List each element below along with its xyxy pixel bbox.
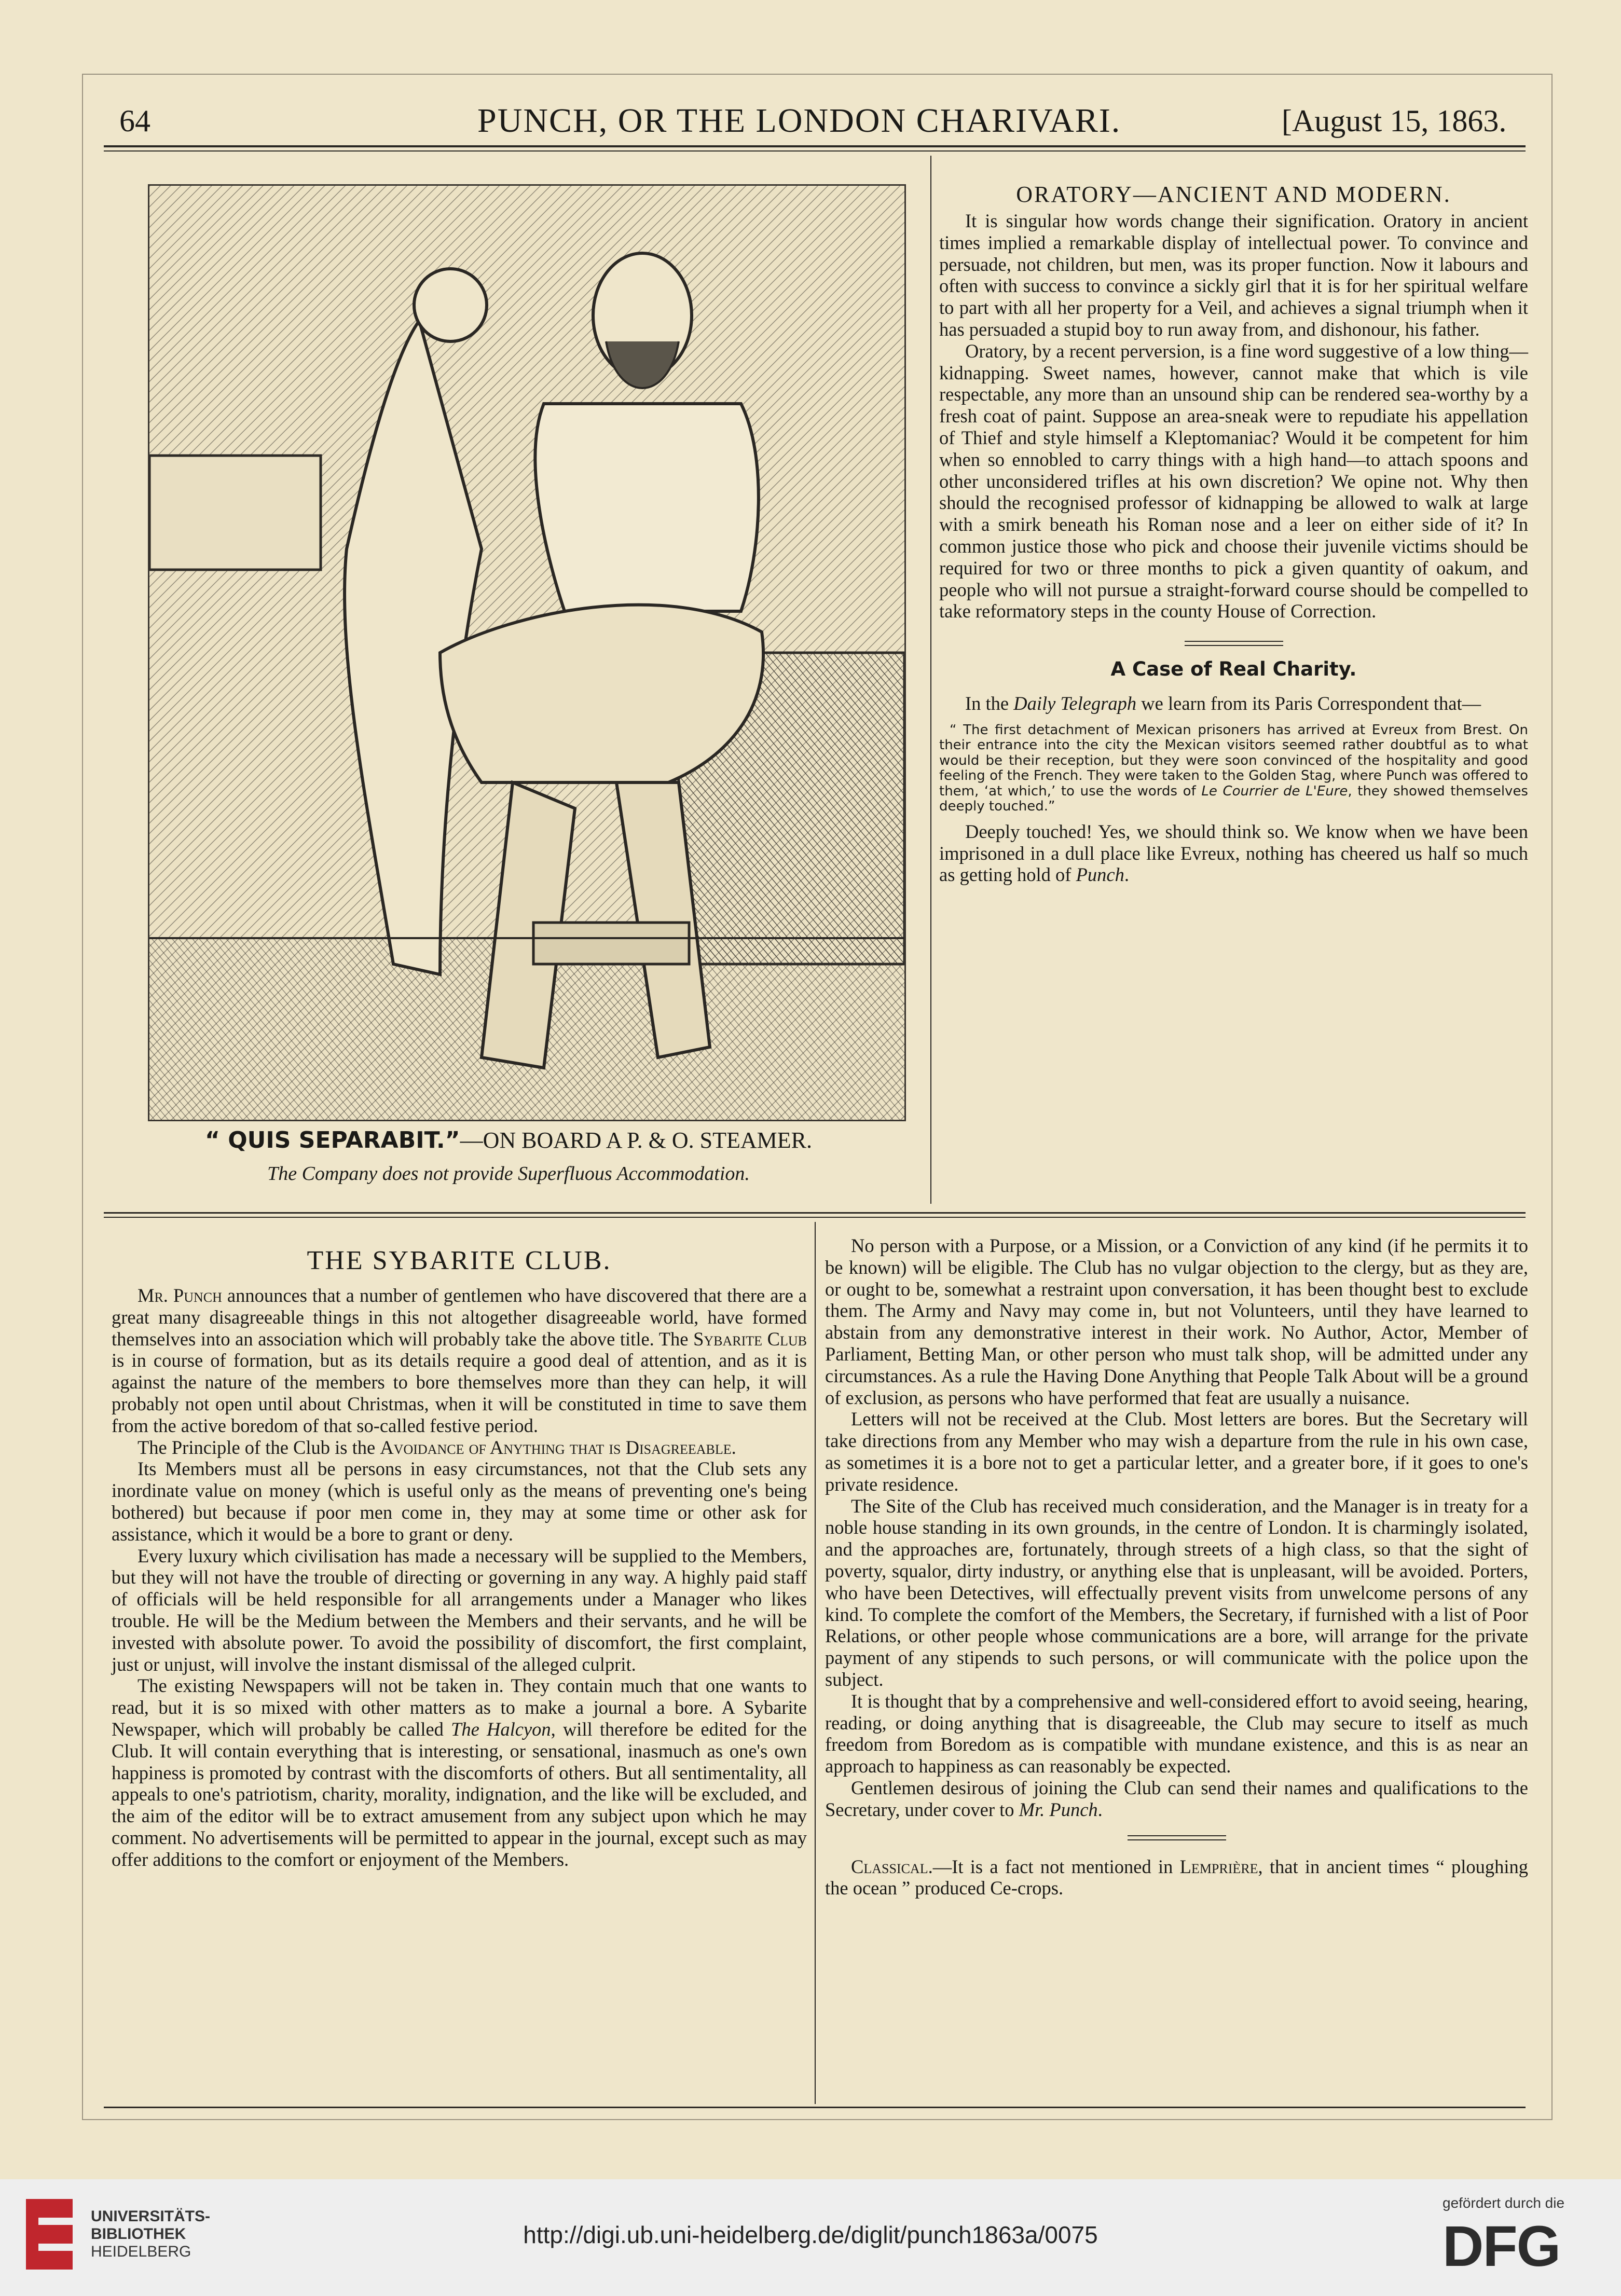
oratory-paragraph-2: Oratory, by a recent perversion, is a fine word suggestive of a low thing—kidnapping. Sweet names, however, cannot make that which is vile respectable, any more than an unsound ship can be rendered sea-worthy by a fresh coat of paint. Suppose an area-sneak were to repudiate his appellation of Thief and style himself a Kleptomaniac? Would it be competent for him when so ennobled to carry things with a high hand—to attach spoons and other unconsidered trifles at his own discretion? We opine not. Why then should the recognised professor of kidnapping be allowed to walk at large with a smirk beneath his Roman nose and a leer on either side of it? In common justice those who pick and choose their juvenile victims should be required for two or three months to pick a given quantity of oakum, and people who will not pursue a straight-forward course should be compelled to take reformatory steps in the county House of Correction. [939,340,1528,622]
charity-quote-a: “ The first detachment of Mexican prisoners has arrived at Evreux from Brest. On their entrance into the city the Mexican visitors seemed rather doubtful as to what would be their reception, but they were soon convinced of the hospitality and good feeling of the French. They were taken to the Golden Stag, where Punch was offered to them, ‘at which,’ to use the words of [939,722,1528,799]
charity-intro-a: In the [965,692,1014,714]
sybarite-p10-b: . [1097,1798,1103,1820]
illustration-engraving [148,184,906,1121]
issue-date: [August 15, 1863. [1282,104,1507,138]
oratory-article [939,179,1528,886]
charity-quote [939,723,1528,815]
sybarite-p1-name: Mr. Punch [138,1285,222,1306]
classical-name: Lemprière [1179,1855,1258,1877]
sybarite-p10-punch: Mr. Punch [1019,1798,1098,1820]
sybarite-p5-b: , will therefore be edited for the Club. It will contain everything that is interesting, or sensational, inasmuch as one's own happiness is promoted by contrast with the discomforts of others. But all sentimentality, all appeals to one's patriotism, charity, morality, indignation, and the like will be excluded, and the aim of the editor will be to extract amusement from any subject upon which he may comment. No advertisements will be permitted to appear in the journal, except such as may offer additions to the comfort or enjoyment of the Members. [112,1718,807,1870]
charity-intro [939,693,1528,714]
funded-by-label: gefördert durch die [1443,2195,1565,2211]
header-rule [104,145,1526,147]
sybarite-paragraph-6: No person with a Purpose, or a Mission, or a Conviction of any kind (if he permits it to be known) will be eligible. The Club has no vulgar objection to the clergy, but as they are, or ought to be, somewhat a restraint upon conversation, it has been thought best to exclude them. The Army and Navy may come in, but not Volunteers, until they have learned to abstain from any demonstrative interest in their work. No Author, Actor, Member of Parliament, Betting Man, or other person who must talk shop, will be admitted under any circumstances. As a rule the Having Done Anything that People Talk About will be a ground of exclusion, as persons who have performed that feat are usually a nuisance. [825,1235,1528,1408]
sybarite-paragraph-5 [112,1675,807,1870]
sybarite-paragraph-7: Letters will not be received at the Club. Most letters are bores. But the Secretary will take directions from any Member who may wish a departure from the rule in his own case, as sometimes it is a bore not to get a particular letter, and a greater bore, if it goes to one's private residence. [825,1408,1528,1495]
caption-title: “ QUIS SEPARABIT.” [205,1127,460,1153]
sybarite-p2-principle: Avoidance of Anything that is Disagreeable. [380,1436,736,1458]
charity-quote-paper: Le Courrier de L'Eure [1201,783,1348,799]
charity-quote-b: , they showed themselves deeply touched.” [939,783,1528,815]
sybarite-p1-b: is in course of formation, but as its details require a good deal of attention, and as it is against the nature of the members to bore themselves more than they can help, it will probably not open until about Christmas, when it will be constituted in time to save them from the active boredom of that so-called festive period. [112,1350,807,1436]
dfg-logo: DFG [1443,2215,1560,2278]
sybarite-p5-a: The existing Newspapers will not be taken in. They contain much that one wants to read, but it is so mixed with other matters as to make a journal a bore. A Sybarite Newspaper, which will probably be called [112,1675,807,1740]
library-line-2: BIBLIOTHEK [91,2225,186,2243]
library-line-1: UNIVERSITÄTS- [91,2208,211,2225]
source-url[interactable]: http://digi.ub.uni-heidelberg.de/diglit/punch1863a/0075 [523,2221,1098,2248]
double-rule-2 [1128,1835,1226,1840]
double-rule [1185,641,1283,646]
column-rule-top [930,156,931,1204]
engraving-drawing [149,186,904,1120]
sybarite-paragraph-1 [112,1285,807,1437]
charity-title: A Case of Real Charity. [1110,658,1357,681]
illustration-caption [99,1127,918,1154]
charity-intro-paper: Daily Telegraph [1013,692,1137,714]
illustration-subcaption: The Company does not provide Superfluous Accommodation. [267,1163,750,1185]
charity-closing-a: Deeply touched! Yes, we should think so. We know when we have been imprisoned in a dull place like Evreux, nothing has cheered us half so much as getting hold of [939,820,1528,886]
classical-label: Classical. [851,1855,933,1877]
library-line-3: HEIDELBERG [91,2243,191,2260]
sybarite-p10-a: Gentlemen desirous of joining the Club can send their names and qualifications to the Secretary, under cover to [825,1777,1528,1820]
classical-text-b: , that in ancient times “ ploughing the ocean ” produced Ce-crops. [825,1855,1528,1899]
sybarite-p1-club: Sybarite Club [693,1328,807,1350]
caption-rest: —ON BOARD A P. & O. STEAMER. [460,1128,812,1153]
sybarite-p1-a: announces that a number of gentlemen who have discovered that there are a great many disagreeable things in this not altogether disagreeable world, have formed themselves into an association which will probably take the above title. The [112,1285,807,1350]
sybarite-paragraph-3: Its Members must all be persons in easy circumstances, not that the Club sets any inordinate value on money (which is useful only as the means of preventing one's being bothered) but because if poor men come in, they may at some time or other ask for assistance, which it would be a bore to grant or deny. [112,1458,807,1545]
sybarite-paragraph-8: The Site of the Club has received much consideration, and the Manager is in treaty for a noble house standing in its own grounds, in the centre of London. It is charmingly isolated, and the approaches are, fortunately, through streets of a high class, so that the sight of poverty, squalor, dirty industry, or anything else that is unpleasant, will be avoided. Porters, who have been Detectives, will effectually prevent visits from unwelcome persons of any kind. To complete the comfort of the Members, the Secretary, if furnished with a list of Poor Relations, or other people whose communications are a bore, will arrange for the private payment of any stipends to such persons, or will communicate with the police upon the subject. [825,1495,1528,1690]
sybarite-paragraph-9: It is thought that by a comprehensive and well-considered effort to avoid seeing, hearing, reading, or doing anything that is disagreeable, the Club may secure to itself as much freedom from Boredom as is compatible with mundane existence, and this is as near an approach to happiness as can reasonably be expected. [825,1690,1528,1777]
masthead-title: PUNCH, OR THE LONDON CHARIVARI. [477,102,1121,140]
charity-closing-punch: Punch [1076,864,1124,886]
charity-closing-b: . [1124,864,1129,886]
sybarite-paragraph-2 [112,1437,807,1459]
charity-intro-b: we learn from its Paris Correspondent that— [1136,692,1481,714]
classical-note [825,1856,1528,1900]
sybarite-paragraph-10 [825,1777,1528,1821]
viewer-footer [0,2179,1621,2296]
sybarite-article-left [112,1245,807,1871]
oratory-title: ORATORY—ANCIENT AND MODERN. [1016,182,1451,207]
sybarite-title: THE SYBARITE CLUB. [307,1246,612,1275]
bottom-rule [104,2107,1526,2108]
page-number: 64 [119,104,150,138]
sybarite-p5-paper: The Halcyon [451,1718,551,1740]
sybarite-p2-a: The Principle of the Club is the [138,1436,380,1458]
charity-closing [939,821,1528,886]
sybarite-paragraph-4: Every luxury which civilisation has made a necessary will be supplied to the Members, but they will not have the trouble of directing or governing in any way. A highly paid staff of officials will be held responsible for all arrangements under a Manager who likes trouble. He will be the Medium between the Members and their servants, and he will be invested with absolute power. To avoid the possibility of discomfort, the first complaint, just or unjust, will involve the instant dismissal of the alleged culprit. [112,1545,807,1675]
sybarite-article-right [825,1235,1528,1899]
header-rule-thin [104,150,1526,152]
section-rule-thin [104,1217,1526,1218]
classical-text-a: —It is a fact not mentioned in [932,1855,1180,1877]
oratory-paragraph-1: It is singular how words change their signification. Oratory in ancient times implied a remarkable display of intellectual power. To convince and persuade, not children, but men, was its proper function. Now it labours and often with success to convince a sickly girl that it is for her spiritual welfare to part with all her property for a Veil, and achieves a signal triumph when it has persuaded a stupid boy to run away from, and dishonour, his father. [939,210,1528,340]
column-rule-bottom [815,1222,816,2104]
section-rule [104,1212,1526,1214]
